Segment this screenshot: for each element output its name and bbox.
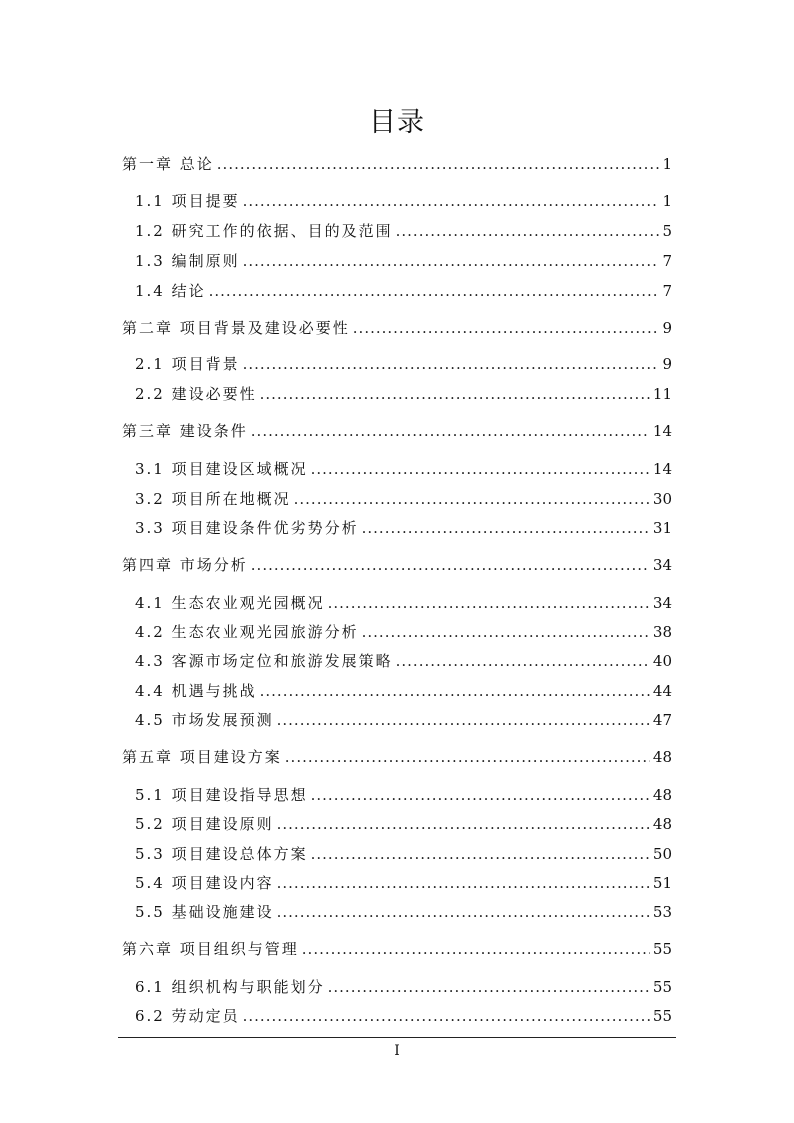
- toc-section-entry[interactable]: [135, 680, 672, 701]
- toc-entry-label: 第三章 建设条件: [122, 422, 248, 440]
- toc-entry-page-number: 51: [652, 874, 672, 892]
- toc-chapter-entry[interactable]: [122, 420, 672, 441]
- dot-leader: [302, 940, 650, 958]
- toc-entry-page-number: 9: [662, 355, 672, 373]
- dot-leader: [311, 460, 650, 478]
- toc-chapter-entry[interactable]: [122, 153, 672, 174]
- toc-section-entry[interactable]: [135, 843, 672, 864]
- toc-entry-label: 第四章 市场分析: [122, 556, 248, 574]
- toc-section-entry[interactable]: [135, 353, 672, 374]
- dot-leader: [277, 815, 650, 833]
- toc-entry-page-number: 30: [652, 490, 672, 508]
- toc-entry-label: 5.2 项目建设原则: [135, 815, 274, 833]
- toc-entry-page-number: 14: [652, 460, 672, 478]
- toc-entry-label: 第六章 项目组织与管理: [122, 940, 299, 958]
- dot-leader: [217, 155, 660, 173]
- toc-section-entry[interactable]: [135, 784, 672, 805]
- toc-entry-label: 第一章 总论: [122, 155, 214, 173]
- toc-entry-page-number: 5: [662, 222, 672, 240]
- toc-entry-page-number: 53: [652, 903, 672, 921]
- toc-section-entry[interactable]: [135, 250, 672, 271]
- dot-leader: [396, 222, 660, 240]
- toc-section-entry[interactable]: [135, 976, 672, 997]
- toc-entry-page-number: 11: [652, 385, 672, 403]
- dot-leader: [243, 1007, 650, 1025]
- toc-section-entry[interactable]: [135, 709, 672, 730]
- dot-leader: [260, 682, 650, 700]
- dot-leader: [251, 556, 650, 574]
- toc-entry-label: 5.3 项目建设总体方案: [135, 845, 308, 863]
- toc-entry-page-number: 9: [662, 319, 672, 337]
- toc-entry-label: 5.1 项目建设指导思想: [135, 786, 308, 804]
- toc-entry-page-number: 48: [652, 786, 672, 804]
- toc-section-entry[interactable]: [135, 488, 672, 509]
- dot-leader: [260, 385, 650, 403]
- dot-leader: [285, 748, 650, 766]
- toc-entry-label: 2.2 建设必要性: [135, 385, 257, 403]
- dot-leader: [328, 594, 650, 612]
- toc-entry-label: 3.1 项目建设区域概况: [135, 460, 308, 478]
- toc-entry-label: 4.5 市场发展预测: [135, 711, 274, 729]
- dot-leader: [209, 282, 660, 300]
- toc-entry-label: 3.3 项目建设条件优劣势分析: [135, 519, 359, 537]
- toc-entry-label: 2.1 项目背景: [135, 355, 240, 373]
- page-title: 目录: [369, 107, 425, 138]
- dot-leader: [362, 519, 650, 537]
- toc-entry-label: 3.2 项目所在地概况: [135, 490, 291, 508]
- toc-entry-label: 1.4 结论: [135, 282, 206, 300]
- toc-entry-page-number: 50: [652, 845, 672, 863]
- dot-leader: [328, 978, 650, 996]
- toc-entry-page-number: 34: [652, 556, 672, 574]
- toc-entry-label: 6.2 劳动定员: [135, 1007, 240, 1025]
- toc-section-entry[interactable]: [135, 901, 672, 922]
- toc-section-entry[interactable]: [135, 220, 672, 241]
- toc-entry-page-number: 38: [652, 623, 672, 641]
- toc-entry-label: 第二章 项目背景及建设必要性: [122, 319, 350, 337]
- dot-leader: [243, 355, 660, 373]
- dot-leader: [243, 192, 660, 210]
- toc-chapter-entry[interactable]: [122, 554, 672, 575]
- dot-leader: [243, 252, 660, 270]
- toc-section-entry[interactable]: [135, 650, 672, 671]
- toc-section-entry[interactable]: [135, 621, 672, 642]
- toc-section-entry[interactable]: [135, 1005, 672, 1026]
- toc-entry-label: 1.1 项目提要: [135, 192, 240, 210]
- toc-entry-label: 第五章 项目建设方案: [122, 748, 282, 766]
- toc-entry-label: 4.4 机遇与挑战: [135, 682, 257, 700]
- toc-entry-label: 1.3 编制原则: [135, 252, 240, 270]
- toc-entry-label: 1.2 研究工作的依据、目的及范围: [135, 222, 393, 240]
- dot-leader: [396, 652, 650, 670]
- toc-entry-page-number: 55: [652, 978, 672, 996]
- toc-chapter-entry[interactable]: [122, 938, 672, 959]
- dot-leader: [277, 711, 650, 729]
- toc-section-entry[interactable]: [135, 458, 672, 479]
- toc-entry-label: 4.3 客源市场定位和旅游发展策略: [135, 652, 393, 670]
- footer-divider: [118, 1037, 676, 1038]
- toc-section-entry[interactable]: [135, 592, 672, 613]
- toc-entry-label: 5.4 项目建设内容: [135, 874, 274, 892]
- toc-section-entry[interactable]: [135, 517, 672, 538]
- toc-entry-page-number: 1: [662, 192, 672, 210]
- toc-entry-page-number: 7: [662, 252, 672, 270]
- toc-section-entry[interactable]: [135, 813, 672, 834]
- toc-entry-page-number: 31: [652, 519, 672, 537]
- toc-entry-page-number: 55: [652, 940, 672, 958]
- toc-entry-page-number: 47: [652, 711, 672, 729]
- dot-leader: [362, 623, 650, 641]
- toc-entry-label: 4.2 生态农业观光园旅游分析: [135, 623, 359, 641]
- toc-entry-label: 6.1 组织机构与职能划分: [135, 978, 325, 996]
- toc-section-entry[interactable]: [135, 190, 672, 211]
- dot-leader: [311, 786, 650, 804]
- dot-leader: [277, 874, 650, 892]
- toc-entry-page-number: 7: [662, 282, 672, 300]
- toc-entry-page-number: 55: [652, 1007, 672, 1025]
- dot-leader: [277, 903, 650, 921]
- toc-section-entry[interactable]: [135, 872, 672, 893]
- toc-entry-page-number: 1: [662, 155, 672, 173]
- toc-entry-page-number: 40: [652, 652, 672, 670]
- toc-entry-page-number: 44: [652, 682, 672, 700]
- dot-leader: [311, 845, 650, 863]
- toc-chapter-entry[interactable]: [122, 746, 672, 767]
- toc-section-entry[interactable]: [135, 280, 672, 301]
- toc-entry-page-number: 48: [652, 815, 672, 833]
- toc-entry-page-number: 48: [652, 748, 672, 766]
- dot-leader: [294, 490, 650, 508]
- toc-chapter-entry[interactable]: [122, 317, 672, 338]
- dot-leader: [353, 319, 660, 337]
- toc-entry-page-number: 14: [652, 422, 672, 440]
- toc-section-entry[interactable]: [135, 383, 672, 404]
- footer-page-number: I: [394, 1043, 400, 1059]
- dot-leader: [251, 422, 650, 440]
- toc-entry-label: 4.1 生态农业观光园概况: [135, 594, 325, 612]
- toc-entry-page-number: 34: [652, 594, 672, 612]
- toc-entry-label: 5.5 基础设施建设: [135, 903, 274, 921]
